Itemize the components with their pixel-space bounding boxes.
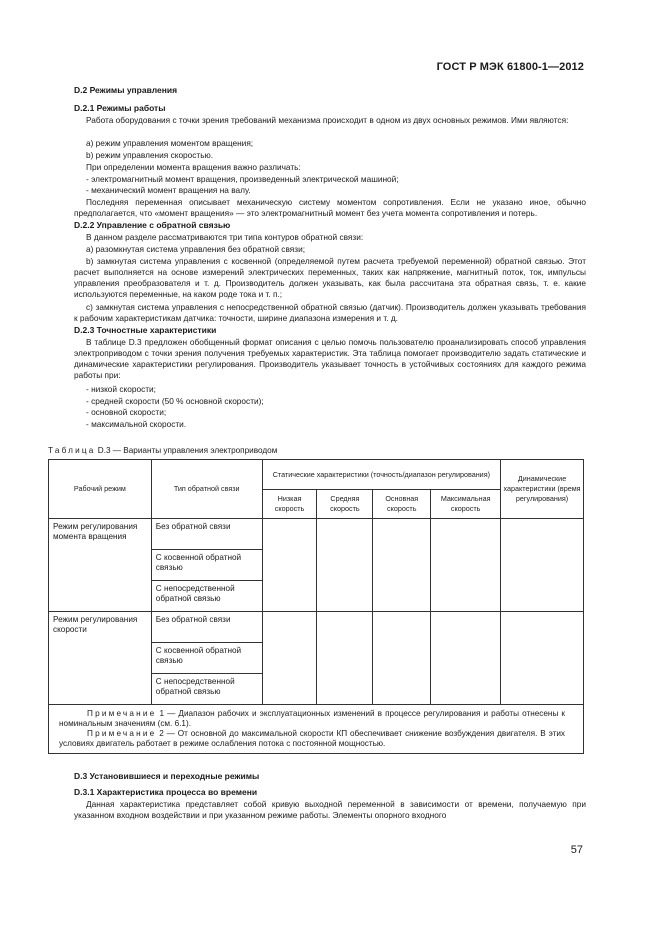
empty-cell — [373, 519, 431, 612]
d22-paragraph-1: В данном разделе рассматриваются три типа контуров обратной связи: — [86, 232, 364, 242]
feedback-cell: С косвенной обратной связью — [151, 643, 262, 674]
section-d22-title: D.2.2 Управление с обратной связью — [74, 220, 231, 230]
empty-cell — [431, 612, 501, 705]
header-static-characteristics: Статические характеристики (точность/диапазон регулирования) — [262, 460, 501, 490]
d22-item-b: b) замкнутая система управления с косвенной (определяемой путем расчета требуемой переменной) обратной связью. Этот расчет выполняется на основе измерений электрических переменных, таких как напряжение, магнитный поток, ток, импульсы управления преобразователя и т. д. Производитель должен указывать, как была рассчитана эта обратная связь, т. е. какие используются переменные, на каком роде тока и т. п.; — [74, 256, 586, 299]
section-d2-title: D.2 Режимы управления — [74, 85, 178, 95]
section-d31-title: D.3.1 Характеристика процесса во времени — [74, 787, 258, 797]
feedback-cell: Без обратной связи — [151, 612, 262, 643]
note-2 — [59, 729, 565, 749]
table-caption-text: D.3 — Варианты управления электроприводом — [95, 446, 278, 455]
feedback-cell: С непосредственной обратной связью — [151, 581, 262, 612]
header-max-speed: Максимальная скорость — [431, 490, 501, 519]
notes-row — [49, 705, 584, 754]
note-word: Примечание — [87, 729, 157, 738]
table-row — [49, 519, 584, 550]
empty-cell — [262, 612, 317, 705]
speed-mode-cell: Режим регулирования скорости — [49, 612, 152, 705]
d23-paragraph-1: В таблице D.3 предложен обобщенный формат описания с целью помочь пользователю проанализировать способ управления электроприводом с точки зрения получения требуемых характеристик. Эта таблица помогает производителю задать статические и динамические характеристики регулирования. Производитель указывает точность в устойчивых состояниях для каждого режима работы при: — [74, 337, 586, 380]
header-dynamic-characteristics: Динамические характеристики (время регулирования) — [501, 460, 584, 519]
header-feedback-type: Тип обратной связи — [151, 460, 262, 519]
section-d21-title: D.2.1 Режимы работы — [74, 103, 166, 113]
empty-cell — [431, 519, 501, 612]
header-low-speed: Низкая скорость — [262, 490, 317, 519]
header-medium-speed: Средняя скорость — [317, 490, 373, 519]
d21-paragraph-2: При определении момента вращения важно различать: — [86, 162, 301, 172]
section-d3-title: D.3 Установившиеся и переходные режимы — [74, 771, 260, 781]
feedback-cell: С косвенной обратной связью — [151, 550, 262, 581]
d21-dash-1: - электромагнитный момент вращения, произведенный электрической машиной; — [86, 174, 399, 184]
empty-cell — [262, 519, 317, 612]
table-notes — [49, 705, 584, 754]
d22-item-a: а) разомкнутая система управления без обратной связи; — [86, 244, 306, 254]
standard-number: ГОСТ Р МЭК 61800-1—2012 — [436, 61, 584, 73]
note-1 — [59, 709, 565, 729]
feedback-cell: С непосредственной обратной связью — [151, 674, 262, 705]
d23-list-item: - максимальной скорости. — [86, 419, 187, 429]
d23-list-item: - основной скорости; — [86, 407, 167, 417]
control-options-table — [48, 459, 584, 754]
feedback-cell: Без обратной связи — [151, 519, 262, 550]
note-1-text: 1 — Диапазон рабочих и эксплуатационных изменений в процессе регулирования и работы отнесены к номинальным значениям (см. 6.1). — [59, 709, 565, 728]
d23-list-item: - средней скорости (50 % основной скорости); — [86, 396, 264, 406]
d21-paragraph-1: Работа оборудования с точки зрения требований механизма происходит в одном из двух основных режимов. Ими являются: — [86, 115, 569, 125]
empty-cell — [501, 519, 584, 612]
note-word: Примечание — [87, 709, 157, 718]
d21-paragraph-3: Последняя переменная описывает механическую систему моментом сопротивления. Если не указано иное, обычно предполагается, что «момент вращения» — это электромагнитный момент без учета момента сопротивления и потерь. — [74, 197, 586, 218]
table-caption — [48, 446, 277, 455]
empty-cell — [317, 519, 373, 612]
d21-item-a: а) режим управления моментом вращения; — [86, 138, 254, 148]
d23-list-item: - низкой скорости; — [86, 384, 156, 394]
page-number: 57 — [570, 844, 583, 856]
d31-paragraph-1: Данная характеристика представляет собой кривую выходной переменной в зависимости от времени, получаемую при указанном входном воздействии и при указанном режиме работы. Элементы опорного входного — [74, 799, 586, 820]
header-operating-mode: Рабочий режим — [49, 460, 152, 519]
empty-cell — [373, 612, 431, 705]
table-row — [49, 612, 584, 643]
d22-item-c: с) замкнутая система управления с непосредственной обратной связью (датчик). Производитель должен указывать требования к рабочим характеристикам датчика: точности, ширине диапазона измерения и т. д. — [74, 302, 586, 323]
empty-cell — [501, 612, 584, 705]
note-2-text: 2 — От основной до максимальной скорости КП обеспечивает снижение возбуждения двигателя. В этих условиях двигатель работает в режиме ослабления потока с постоянной мощностью. — [59, 729, 565, 748]
torque-mode-cell: Режим регулирования момента вращения — [49, 519, 152, 612]
d21-item-b: b) режим управления скоростью. — [86, 150, 214, 160]
header-base-speed: Основная скорость — [373, 490, 431, 519]
d21-dash-2: - механический момент вращения на валу. — [86, 185, 251, 195]
section-d23-title: D.2.3 Точностные характеристики — [74, 325, 217, 335]
empty-cell — [317, 612, 373, 705]
table-caption-word: Таблица — [48, 446, 96, 455]
